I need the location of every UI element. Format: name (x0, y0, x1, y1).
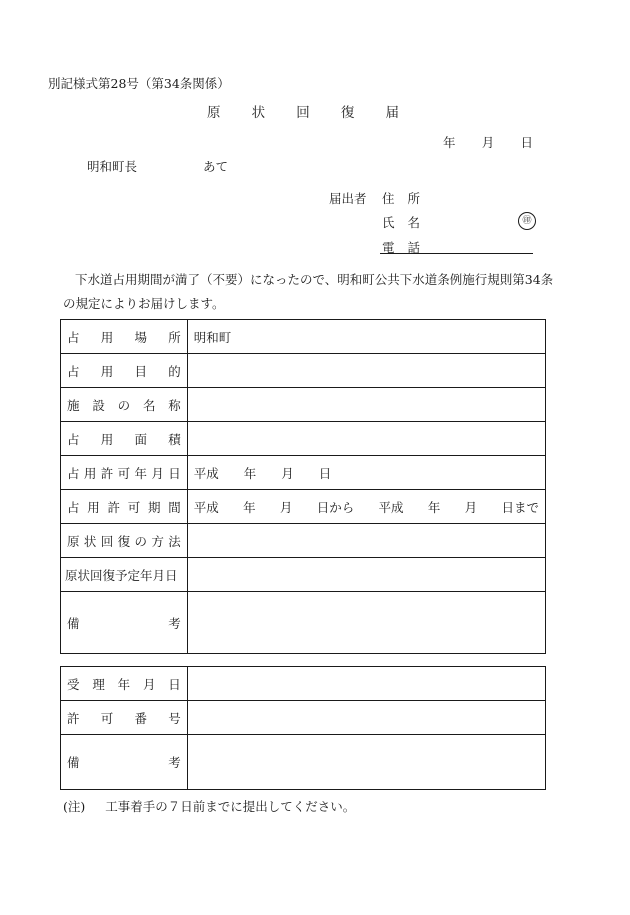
office-remarks-field[interactable] (187, 735, 545, 790)
office-use-table (60, 666, 546, 790)
row-label: 占 用 許 可 年 月 日 (61, 456, 188, 490)
form-number: 別記様式第28号（第34条関係） (48, 76, 230, 91)
phone-label: 電 話 (382, 240, 420, 255)
table-row (61, 490, 546, 524)
note-prefix: (注) (63, 799, 86, 814)
title-char: 状 (251, 105, 266, 121)
date-day: 日 (520, 135, 533, 150)
restoration-date-field[interactable] (187, 558, 545, 592)
name-label: 氏 名 (382, 215, 420, 230)
row-label: 原状回復予定年月日 (61, 558, 188, 592)
addressee-name: 明和町長 (87, 159, 138, 174)
occupancy-purpose-field[interactable] (187, 354, 545, 388)
seal-mark: ㊞ (518, 212, 536, 230)
facility-name-field[interactable] (187, 388, 545, 422)
body-line-1: 下水道占用期間が満了（不要）になったので、明和町公共下水道条例施行規則第34条 (75, 272, 554, 287)
row-label: 施 設 の 名 称 (61, 388, 188, 422)
row-label: 許 可 番 号 (61, 701, 188, 735)
row-label: 占 用 許 可 期 間 (61, 490, 188, 524)
row-label: 備 考 (61, 592, 188, 654)
remarks-field[interactable] (187, 592, 545, 654)
receipt-date-field[interactable] (187, 667, 545, 701)
submission-date (443, 133, 533, 151)
table-row (61, 701, 546, 735)
permit-number-field[interactable] (187, 701, 545, 735)
permit-period-field[interactable]: 平成 年 月 日から 平成 年 月 日まで (187, 490, 545, 524)
footnote (63, 797, 355, 815)
title-char: 届 (385, 105, 399, 121)
date-month: 月 (481, 135, 495, 150)
title-char: 回 (296, 105, 310, 121)
phone-underline (380, 253, 533, 254)
occupancy-area-field[interactable] (187, 422, 545, 456)
table-row (61, 320, 546, 354)
note-text: 工事着手の７日前までに提出してください。 (105, 799, 356, 814)
row-label: 占 用 場 所 (61, 320, 188, 354)
permit-date-field[interactable]: 平成 年 月 日 (187, 456, 545, 490)
title-char: 復 (340, 105, 355, 121)
table-row (61, 354, 546, 388)
row-label: 占 用 目 的 (61, 354, 188, 388)
table-row (61, 388, 546, 422)
table-row (61, 456, 546, 490)
table-row (61, 667, 546, 701)
occupancy-location-field[interactable]: 明和町 (187, 320, 545, 354)
row-label: 占 用 面 積 (61, 422, 188, 456)
table-row (61, 592, 546, 654)
address-label: 住 所 (382, 191, 420, 206)
table-row (61, 558, 546, 592)
addressee (87, 157, 228, 175)
table-row (61, 735, 546, 790)
addressee-suffix: あて (203, 159, 229, 174)
table-row (61, 422, 546, 456)
row-label: 受 理 年 月 日 (61, 667, 188, 701)
document-title (207, 101, 399, 121)
table-row (61, 524, 546, 558)
reporter-label: 届出者 (329, 191, 367, 206)
row-label: 原 状 回 復 の 方 法 (61, 524, 188, 558)
body-line-2: の規定によりお届けします。 (63, 296, 225, 311)
application-table (60, 319, 546, 654)
restoration-method-field[interactable] (187, 524, 545, 558)
date-year: 年 (443, 135, 456, 150)
row-label: 備 考 (61, 735, 188, 790)
body-text (63, 268, 558, 316)
title-char: 原 (207, 105, 221, 121)
